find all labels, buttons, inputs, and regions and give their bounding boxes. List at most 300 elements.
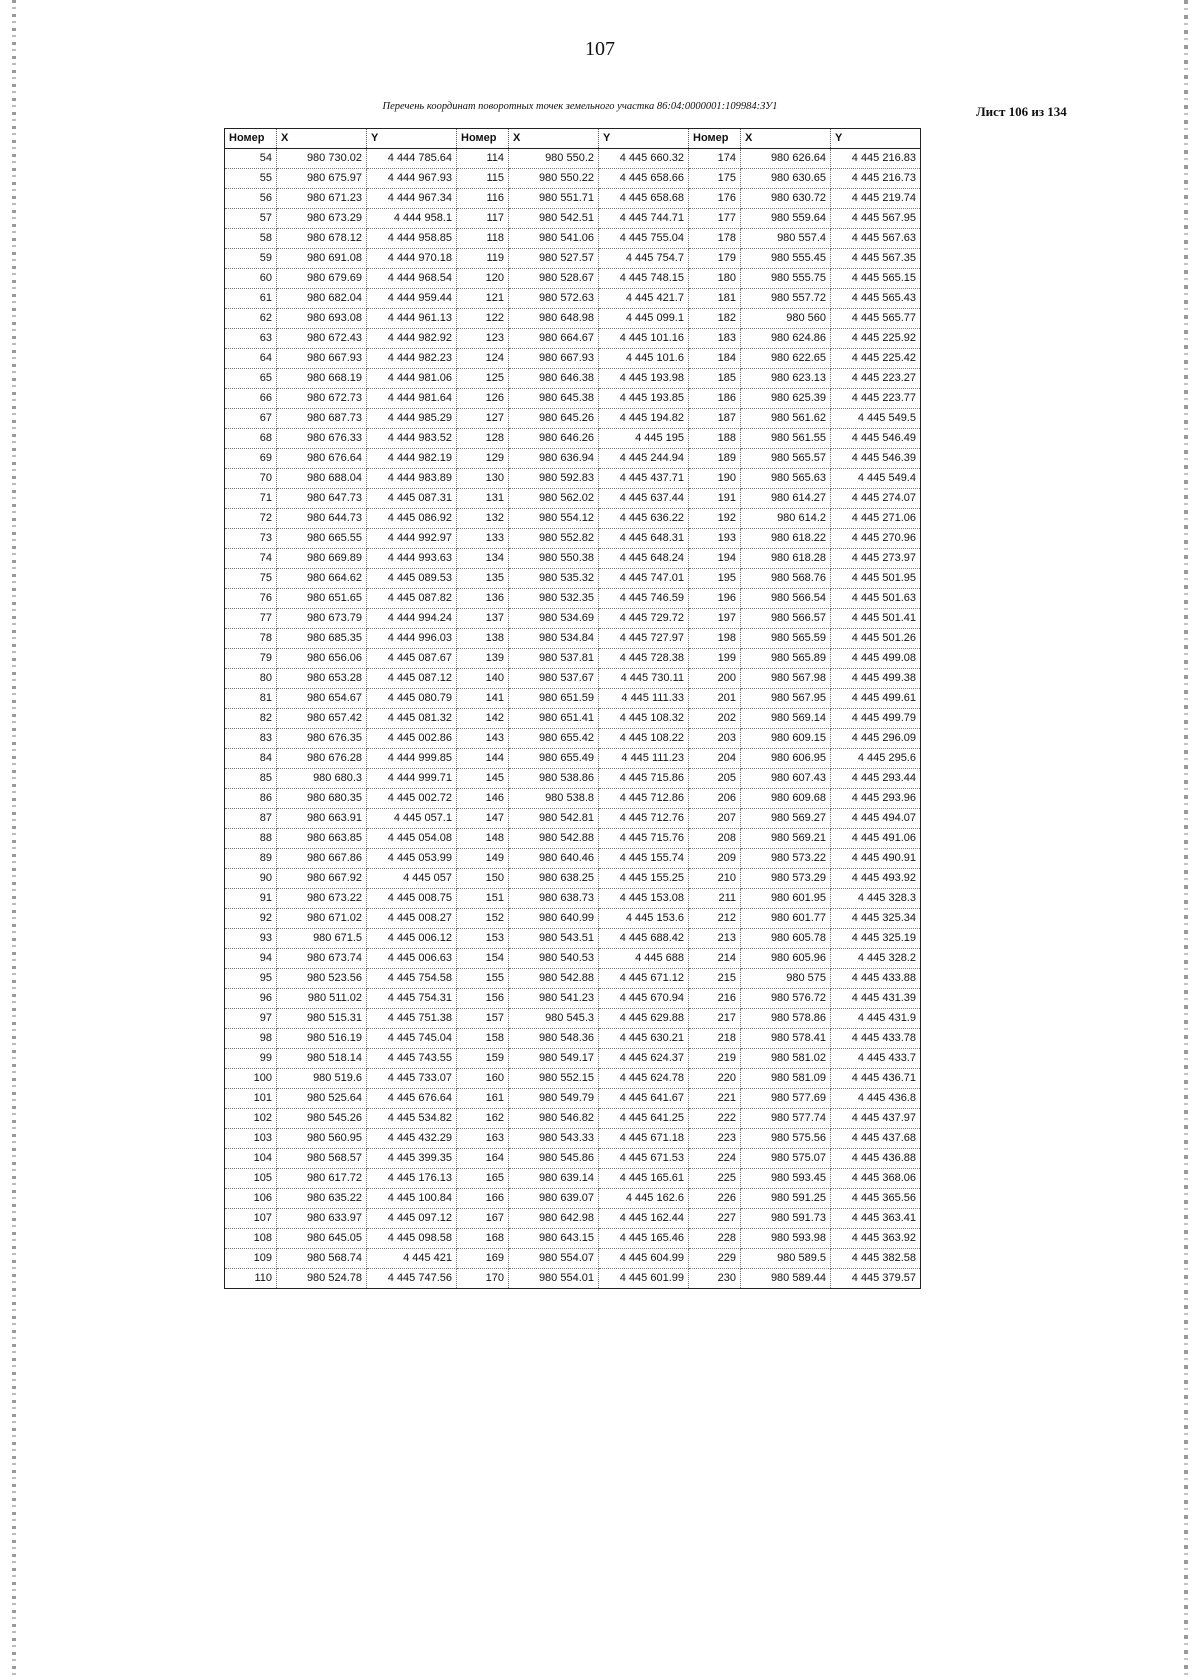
y-coordinate-cell: 4 445 712.76 (599, 809, 689, 829)
x-coordinate-cell: 980 573.22 (741, 849, 831, 869)
y-coordinate-cell: 4 444 961.13 (367, 309, 457, 329)
y-coordinate-cell: 4 445 193.98 (599, 369, 689, 389)
scan-edge-right (1184, 0, 1188, 1677)
point-number-cell: 207 (689, 809, 741, 829)
y-coordinate-cell: 4 445 751.38 (367, 1009, 457, 1029)
x-coordinate-cell: 980 609.15 (741, 729, 831, 749)
y-coordinate-cell: 4 445 216.73 (831, 169, 921, 189)
x-coordinate-cell: 980 591.73 (741, 1209, 831, 1229)
y-coordinate-cell: 4 445 099.1 (599, 309, 689, 329)
header-y: Y (599, 129, 689, 149)
table-row (225, 769, 921, 789)
y-coordinate-cell: 4 445 733.07 (367, 1069, 457, 1089)
point-number-cell: 124 (457, 349, 509, 369)
x-coordinate-cell: 980 657.42 (277, 709, 367, 729)
point-number-cell: 72 (225, 509, 277, 529)
point-number-cell: 211 (689, 889, 741, 909)
point-number-cell: 188 (689, 429, 741, 449)
y-coordinate-cell: 4 445 162.44 (599, 1209, 689, 1229)
y-coordinate-cell: 4 445 746.59 (599, 589, 689, 609)
x-coordinate-cell: 980 534.69 (509, 609, 599, 629)
x-coordinate-cell: 980 554.07 (509, 1249, 599, 1269)
point-number-cell: 145 (457, 769, 509, 789)
point-number-cell: 93 (225, 929, 277, 949)
x-coordinate-cell: 980 511.02 (277, 989, 367, 1009)
point-number-cell: 153 (457, 929, 509, 949)
x-coordinate-cell: 980 630.65 (741, 169, 831, 189)
x-coordinate-cell: 980 605.96 (741, 949, 831, 969)
table-row (225, 749, 921, 769)
x-coordinate-cell: 980 654.67 (277, 689, 367, 709)
x-coordinate-cell: 980 663.85 (277, 829, 367, 849)
x-coordinate-cell: 980 575 (741, 969, 831, 989)
y-coordinate-cell: 4 445 296.09 (831, 729, 921, 749)
y-coordinate-cell: 4 445 108.22 (599, 729, 689, 749)
point-number-cell: 179 (689, 249, 741, 269)
x-coordinate-cell: 980 562.02 (509, 489, 599, 509)
y-coordinate-cell: 4 445 754.31 (367, 989, 457, 1009)
point-number-cell: 128 (457, 429, 509, 449)
x-coordinate-cell: 980 565.63 (741, 469, 831, 489)
x-coordinate-cell: 980 554.12 (509, 509, 599, 529)
x-coordinate-cell: 980 576.72 (741, 989, 831, 1009)
point-number-cell: 63 (225, 329, 277, 349)
x-coordinate-cell: 980 560.95 (277, 1129, 367, 1149)
y-coordinate-cell: 4 445 431.39 (831, 989, 921, 1009)
y-coordinate-cell: 4 445 658.66 (599, 169, 689, 189)
x-coordinate-cell: 980 577.74 (741, 1109, 831, 1129)
x-coordinate-cell: 980 671.02 (277, 909, 367, 929)
table-row (225, 1129, 921, 1149)
x-coordinate-cell: 980 577.69 (741, 1089, 831, 1109)
point-number-cell: 101 (225, 1089, 277, 1109)
y-coordinate-cell: 4 445 437.68 (831, 1129, 921, 1149)
table-row (225, 289, 921, 309)
point-number-cell: 149 (457, 849, 509, 869)
table-row (225, 1109, 921, 1129)
x-coordinate-cell: 980 532.35 (509, 589, 599, 609)
y-coordinate-cell: 4 445 432.29 (367, 1129, 457, 1149)
x-coordinate-cell: 980 555.75 (741, 269, 831, 289)
table-row (225, 969, 921, 989)
point-number-cell: 54 (225, 149, 277, 169)
point-number-cell: 58 (225, 229, 277, 249)
x-coordinate-cell: 980 667.86 (277, 849, 367, 869)
x-coordinate-cell: 980 527.57 (509, 249, 599, 269)
point-number-cell: 190 (689, 469, 741, 489)
x-coordinate-cell: 980 624.86 (741, 329, 831, 349)
point-number-cell: 159 (457, 1049, 509, 1069)
point-number-cell: 92 (225, 909, 277, 929)
y-coordinate-cell: 4 445 153.08 (599, 889, 689, 909)
table-row (225, 529, 921, 549)
x-coordinate-cell: 980 535.32 (509, 569, 599, 589)
point-number-cell: 73 (225, 529, 277, 549)
y-coordinate-cell: 4 445 676.64 (367, 1089, 457, 1109)
x-coordinate-cell: 980 651.41 (509, 709, 599, 729)
point-number-cell: 197 (689, 609, 741, 629)
x-coordinate-cell: 980 575.07 (741, 1149, 831, 1169)
x-coordinate-cell: 980 640.46 (509, 849, 599, 869)
point-number-cell: 142 (457, 709, 509, 729)
point-number-cell: 65 (225, 369, 277, 389)
point-number-cell: 175 (689, 169, 741, 189)
point-number-cell: 201 (689, 689, 741, 709)
x-coordinate-cell: 980 665.55 (277, 529, 367, 549)
y-coordinate-cell: 4 444 958.1 (367, 209, 457, 229)
point-number-cell: 229 (689, 1249, 741, 1269)
point-number-cell: 202 (689, 709, 741, 729)
x-coordinate-cell: 980 518.14 (277, 1049, 367, 1069)
point-number-cell: 214 (689, 949, 741, 969)
point-number-cell: 88 (225, 829, 277, 849)
y-coordinate-cell: 4 445 747.01 (599, 569, 689, 589)
point-number-cell: 120 (457, 269, 509, 289)
x-coordinate-cell: 980 515.31 (277, 1009, 367, 1029)
y-coordinate-cell: 4 444 981.64 (367, 389, 457, 409)
table-row (225, 349, 921, 369)
x-coordinate-cell: 980 548.36 (509, 1029, 599, 1049)
point-number-cell: 70 (225, 469, 277, 489)
point-number-cell: 132 (457, 509, 509, 529)
x-coordinate-cell: 980 578.41 (741, 1029, 831, 1049)
point-number-cell: 123 (457, 329, 509, 349)
point-number-cell: 90 (225, 869, 277, 889)
x-coordinate-cell: 980 557.72 (741, 289, 831, 309)
y-coordinate-cell: 4 445 155.25 (599, 869, 689, 889)
point-number-cell: 80 (225, 669, 277, 689)
x-coordinate-cell: 980 551.71 (509, 189, 599, 209)
y-coordinate-cell: 4 445 601.99 (599, 1269, 689, 1289)
x-coordinate-cell: 980 640.99 (509, 909, 599, 929)
y-coordinate-cell: 4 445 057.1 (367, 809, 457, 829)
table-row (225, 229, 921, 249)
y-coordinate-cell: 4 445 368.06 (831, 1169, 921, 1189)
x-coordinate-cell: 980 552.82 (509, 529, 599, 549)
y-coordinate-cell: 4 444 999.71 (367, 769, 457, 789)
point-number-cell: 166 (457, 1189, 509, 1209)
y-coordinate-cell: 4 445 433.78 (831, 1029, 921, 1049)
y-coordinate-cell: 4 445 101.16 (599, 329, 689, 349)
point-number-cell: 94 (225, 949, 277, 969)
point-number-cell: 143 (457, 729, 509, 749)
y-coordinate-cell: 4 445 501.95 (831, 569, 921, 589)
x-coordinate-cell: 980 538.86 (509, 769, 599, 789)
point-number-cell: 119 (457, 249, 509, 269)
point-number-cell: 116 (457, 189, 509, 209)
y-coordinate-cell: 4 445 604.99 (599, 1249, 689, 1269)
point-number-cell: 87 (225, 809, 277, 829)
x-coordinate-cell: 980 561.55 (741, 429, 831, 449)
y-coordinate-cell: 4 444 970.18 (367, 249, 457, 269)
y-coordinate-cell: 4 445 534.82 (367, 1109, 457, 1129)
point-number-cell: 162 (457, 1109, 509, 1129)
table-row (225, 389, 921, 409)
point-number-cell: 213 (689, 929, 741, 949)
point-number-cell: 208 (689, 829, 741, 849)
x-coordinate-cell: 980 646.38 (509, 369, 599, 389)
point-number-cell: 144 (457, 749, 509, 769)
x-coordinate-cell: 980 639.07 (509, 1189, 599, 1209)
y-coordinate-cell: 4 445 499.79 (831, 709, 921, 729)
y-coordinate-cell: 4 445 421.7 (599, 289, 689, 309)
header-number: Номер (689, 129, 741, 149)
header-x: X (741, 129, 831, 149)
coordinates-table (224, 128, 921, 1289)
point-number-cell: 223 (689, 1129, 741, 1149)
y-coordinate-cell: 4 445 641.67 (599, 1089, 689, 1109)
x-coordinate-cell: 980 609.68 (741, 789, 831, 809)
table-row (225, 1149, 921, 1169)
point-number-cell: 154 (457, 949, 509, 969)
x-coordinate-cell: 980 549.79 (509, 1089, 599, 1109)
y-coordinate-cell: 4 445 499.38 (831, 669, 921, 689)
x-coordinate-cell: 980 537.67 (509, 669, 599, 689)
y-coordinate-cell: 4 445 715.86 (599, 769, 689, 789)
y-coordinate-cell: 4 445 223.77 (831, 389, 921, 409)
point-number-cell: 150 (457, 869, 509, 889)
point-number-cell: 212 (689, 909, 741, 929)
point-number-cell: 147 (457, 809, 509, 829)
point-number-cell: 141 (457, 689, 509, 709)
x-coordinate-cell: 980 568.76 (741, 569, 831, 589)
point-number-cell: 81 (225, 689, 277, 709)
y-coordinate-cell: 4 444 982.92 (367, 329, 457, 349)
point-number-cell: 158 (457, 1029, 509, 1049)
table-row (225, 369, 921, 389)
point-number-cell: 195 (689, 569, 741, 589)
x-coordinate-cell: 980 638.73 (509, 889, 599, 909)
x-coordinate-cell: 980 614.2 (741, 509, 831, 529)
table-row (225, 149, 921, 169)
y-coordinate-cell: 4 445 193.85 (599, 389, 689, 409)
x-coordinate-cell: 980 618.28 (741, 549, 831, 569)
y-coordinate-cell: 4 445 658.68 (599, 189, 689, 209)
y-coordinate-cell: 4 444 993.63 (367, 549, 457, 569)
point-number-cell: 60 (225, 269, 277, 289)
y-coordinate-cell: 4 445 727.97 (599, 629, 689, 649)
point-number-cell: 117 (457, 209, 509, 229)
x-coordinate-cell: 980 647.73 (277, 489, 367, 509)
document-title: Перечень координат поворотных точек земельного участка 86:04:0000001:109984:ЗУ1 (382, 101, 778, 112)
y-coordinate-cell: 4 445 648.31 (599, 529, 689, 549)
x-coordinate-cell: 980 573.29 (741, 869, 831, 889)
y-coordinate-cell: 4 445 244.94 (599, 449, 689, 469)
x-coordinate-cell: 980 667.93 (509, 349, 599, 369)
y-coordinate-cell: 4 445 162.6 (599, 1189, 689, 1209)
point-number-cell: 134 (457, 549, 509, 569)
y-coordinate-cell: 4 445 660.32 (599, 149, 689, 169)
x-coordinate-cell: 980 667.92 (277, 869, 367, 889)
table-row (225, 1269, 921, 1289)
x-coordinate-cell: 980 678.12 (277, 229, 367, 249)
x-coordinate-cell: 980 623.13 (741, 369, 831, 389)
y-coordinate-cell: 4 445 274.07 (831, 489, 921, 509)
x-coordinate-cell: 980 651.59 (509, 689, 599, 709)
y-coordinate-cell: 4 445 499.08 (831, 649, 921, 669)
x-coordinate-cell: 980 676.33 (277, 429, 367, 449)
x-coordinate-cell: 980 669.89 (277, 549, 367, 569)
y-coordinate-cell: 4 444 967.93 (367, 169, 457, 189)
table-row (225, 809, 921, 829)
y-coordinate-cell: 4 445 546.39 (831, 449, 921, 469)
x-coordinate-cell: 980 655.49 (509, 749, 599, 769)
y-coordinate-cell: 4 445 437.71 (599, 469, 689, 489)
y-coordinate-cell: 4 445 747.56 (367, 1269, 457, 1289)
y-coordinate-cell: 4 444 959.44 (367, 289, 457, 309)
table-row (225, 689, 921, 709)
y-coordinate-cell: 4 445 225.92 (831, 329, 921, 349)
point-number-cell: 106 (225, 1189, 277, 1209)
table-row (225, 789, 921, 809)
table-row (225, 1249, 921, 1269)
point-number-cell: 157 (457, 1009, 509, 1029)
y-coordinate-cell: 4 445 365.56 (831, 1189, 921, 1209)
y-coordinate-cell: 4 445 730.11 (599, 669, 689, 689)
y-coordinate-cell: 4 445 399.35 (367, 1149, 457, 1169)
x-coordinate-cell: 980 653.28 (277, 669, 367, 689)
point-number-cell: 180 (689, 269, 741, 289)
table-row (225, 329, 921, 349)
point-number-cell: 155 (457, 969, 509, 989)
y-coordinate-cell: 4 445 098.58 (367, 1229, 457, 1249)
y-coordinate-cell: 4 445 755.04 (599, 229, 689, 249)
point-number-cell: 209 (689, 849, 741, 869)
x-coordinate-cell: 980 593.45 (741, 1169, 831, 1189)
y-coordinate-cell: 4 445 216.83 (831, 149, 921, 169)
point-number-cell: 105 (225, 1169, 277, 1189)
x-coordinate-cell: 980 567.95 (741, 689, 831, 709)
x-coordinate-cell: 980 565.89 (741, 649, 831, 669)
y-coordinate-cell: 4 445 325.19 (831, 929, 921, 949)
point-number-cell: 109 (225, 1249, 277, 1269)
x-coordinate-cell: 980 673.79 (277, 609, 367, 629)
y-coordinate-cell: 4 445 744.71 (599, 209, 689, 229)
point-number-cell: 156 (457, 989, 509, 1009)
point-number-cell: 97 (225, 1009, 277, 1029)
table-row (225, 909, 921, 929)
y-coordinate-cell: 4 445 081.32 (367, 709, 457, 729)
y-coordinate-cell: 4 445 379.57 (831, 1269, 921, 1289)
point-number-cell: 138 (457, 629, 509, 649)
point-number-cell: 130 (457, 469, 509, 489)
point-number-cell: 100 (225, 1069, 277, 1089)
point-number-cell: 194 (689, 549, 741, 569)
point-number-cell: 218 (689, 1029, 741, 1049)
point-number-cell: 165 (457, 1169, 509, 1189)
x-coordinate-cell: 980 552.15 (509, 1069, 599, 1089)
point-number-cell: 198 (689, 629, 741, 649)
point-number-cell: 215 (689, 969, 741, 989)
y-coordinate-cell: 4 445 165.46 (599, 1229, 689, 1249)
y-coordinate-cell: 4 445 688.42 (599, 929, 689, 949)
y-coordinate-cell: 4 445 108.32 (599, 709, 689, 729)
y-coordinate-cell: 4 445 363.92 (831, 1229, 921, 1249)
y-coordinate-cell: 4 445 293.44 (831, 769, 921, 789)
y-coordinate-cell: 4 445 745.04 (367, 1029, 457, 1049)
y-coordinate-cell: 4 445 436.71 (831, 1069, 921, 1089)
y-coordinate-cell: 4 445 100.84 (367, 1189, 457, 1209)
x-coordinate-cell: 980 676.64 (277, 449, 367, 469)
x-coordinate-cell: 980 668.19 (277, 369, 367, 389)
table-row (225, 309, 921, 329)
x-coordinate-cell: 980 673.74 (277, 949, 367, 969)
y-coordinate-cell: 4 445 630.21 (599, 1029, 689, 1049)
y-coordinate-cell: 4 444 981.06 (367, 369, 457, 389)
point-number-cell: 176 (689, 189, 741, 209)
x-coordinate-cell: 980 543.33 (509, 1129, 599, 1149)
table-body (225, 149, 921, 1289)
x-coordinate-cell: 980 679.69 (277, 269, 367, 289)
y-coordinate-cell: 4 445 225.42 (831, 349, 921, 369)
table-row (225, 649, 921, 669)
point-number-cell: 204 (689, 749, 741, 769)
y-coordinate-cell: 4 445 501.26 (831, 629, 921, 649)
point-number-cell: 210 (689, 869, 741, 889)
point-number-cell: 108 (225, 1229, 277, 1249)
point-number-cell: 187 (689, 409, 741, 429)
x-coordinate-cell: 980 644.73 (277, 509, 367, 529)
point-number-cell: 217 (689, 1009, 741, 1029)
y-coordinate-cell: 4 445 712.86 (599, 789, 689, 809)
x-coordinate-cell: 980 676.28 (277, 749, 367, 769)
table-row (225, 469, 921, 489)
x-coordinate-cell: 980 672.43 (277, 329, 367, 349)
y-coordinate-cell: 4 445 273.97 (831, 549, 921, 569)
table-row (225, 1029, 921, 1049)
point-number-cell: 225 (689, 1169, 741, 1189)
y-coordinate-cell: 4 444 982.19 (367, 449, 457, 469)
y-coordinate-cell: 4 444 996.03 (367, 629, 457, 649)
table-row (225, 709, 921, 729)
point-number-cell: 219 (689, 1049, 741, 1069)
point-number-cell: 103 (225, 1129, 277, 1149)
point-number-cell: 104 (225, 1149, 277, 1169)
y-coordinate-cell: 4 445 111.33 (599, 689, 689, 709)
point-number-cell: 127 (457, 409, 509, 429)
point-number-cell: 174 (689, 149, 741, 169)
x-coordinate-cell: 980 680.3 (277, 769, 367, 789)
y-coordinate-cell: 4 445 328.3 (831, 889, 921, 909)
y-coordinate-cell: 4 445 567.35 (831, 249, 921, 269)
x-coordinate-cell: 980 693.08 (277, 309, 367, 329)
point-number-cell: 183 (689, 329, 741, 349)
y-coordinate-cell: 4 445 636.22 (599, 509, 689, 529)
x-coordinate-cell: 980 635.22 (277, 1189, 367, 1209)
x-coordinate-cell: 980 675.97 (277, 169, 367, 189)
y-coordinate-cell: 4 445 087.82 (367, 589, 457, 609)
point-number-cell: 118 (457, 229, 509, 249)
table-row (225, 269, 921, 289)
y-coordinate-cell: 4 445 743.55 (367, 1049, 457, 1069)
x-coordinate-cell: 980 591.25 (741, 1189, 831, 1209)
x-coordinate-cell: 980 638.25 (509, 869, 599, 889)
table-row (225, 849, 921, 869)
x-coordinate-cell: 980 549.17 (509, 1049, 599, 1069)
table-row (225, 249, 921, 269)
y-coordinate-cell: 4 445 728.38 (599, 649, 689, 669)
x-coordinate-cell: 980 572.63 (509, 289, 599, 309)
table-row (225, 989, 921, 1009)
y-coordinate-cell: 4 445 086.92 (367, 509, 457, 529)
x-coordinate-cell: 980 542.51 (509, 209, 599, 229)
table-row (225, 169, 921, 189)
y-coordinate-cell: 4 445 715.76 (599, 829, 689, 849)
point-number-cell: 69 (225, 449, 277, 469)
point-number-cell: 79 (225, 649, 277, 669)
x-coordinate-cell: 980 645.26 (509, 409, 599, 429)
x-coordinate-cell: 980 568.74 (277, 1249, 367, 1269)
